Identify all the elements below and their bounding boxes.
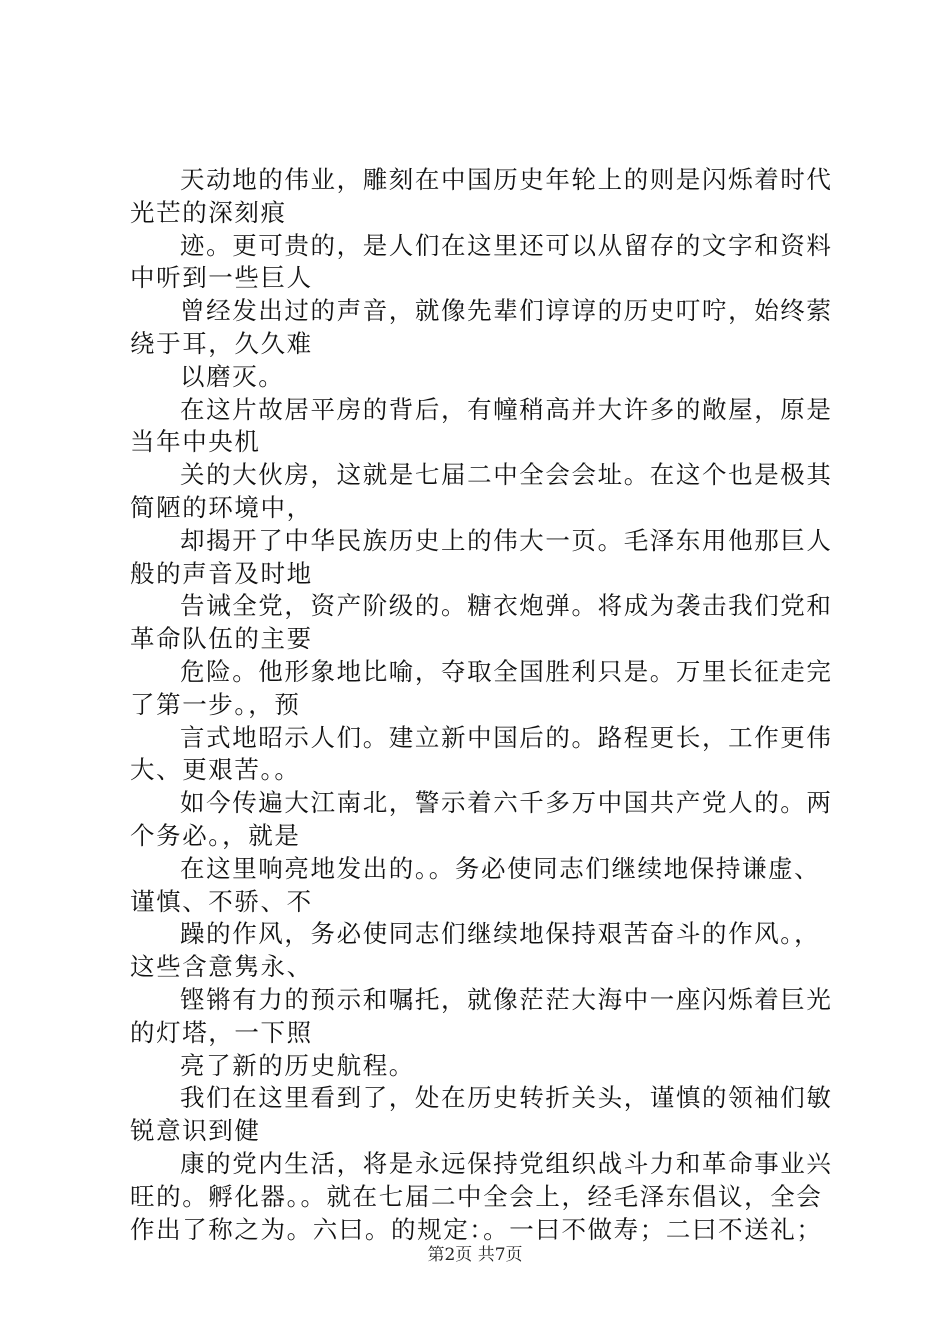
text-line: 中听到一些巨人 <box>130 263 313 293</box>
text-line: 告诫全党，资产阶级的。糖衣炮弹。将成为袭击我们党和 <box>180 591 833 621</box>
text-line: 旺的。孵化器。。就在七届二中全会上，经毛泽东倡议，全会 <box>130 1181 823 1211</box>
page-footer <box>0 1240 950 1265</box>
text-line: 般的声音及时地 <box>130 558 313 588</box>
document-body <box>130 164 840 1246</box>
text-line: 当年中央机 <box>130 427 261 457</box>
text-line: 天动地的伟业，雕刻在中国历史年轮上的则是闪烁着时代 <box>180 165 833 194</box>
text-line: 康的党内生活，将是永远保持党组织战斗力和革命事业兴 <box>180 1148 833 1178</box>
text-line: 躁的作风，务必使同志们继续地保持艰苦奋斗的作风。， <box>180 919 821 949</box>
text-line: 危险。他形象地比喻，夺取全国胜利只是。万里长征走完 <box>180 656 833 686</box>
text-line: 简陋的环境中， <box>130 492 313 522</box>
text-line: 在这里响亮地发出的。。务必使同志们继续地保持谦虚、 <box>180 853 821 883</box>
text-line: 革命队伍的主要 <box>130 624 313 654</box>
text-line: 绕于耳，久久难 <box>130 328 313 358</box>
text-line: 关的大伙房，这就是七届二中全会会址。在这个也是极其 <box>180 460 833 490</box>
text-line: 亮了新的历史航程。 <box>180 1050 415 1080</box>
text-line: 铿锵有力的预示和嘱托，就像茫茫大海中一座闪烁着巨光 <box>180 984 833 1014</box>
text-line: 作出了称之为。六曰。的规定：。一曰不做寿；二曰不送礼； <box>130 1214 823 1244</box>
text-line: 个务必。，就是 <box>130 820 301 850</box>
text-line: 言式地昭示人们。建立新中国后的。路程更长，工作更伟 <box>180 722 833 752</box>
text-line: 在这片故居平房的背后，有幢稍高并大许多的敞屋，原是 <box>180 394 833 424</box>
text-line: 的灯塔，一下照 <box>130 1017 313 1047</box>
text-line: 锐意识到健 <box>130 1116 261 1146</box>
text-line: 如今传遍大江南北，警示着六千多万中国共产党人的。两 <box>180 788 833 818</box>
text-line: 了第一步。，预 <box>130 689 301 719</box>
text-line: 谨慎、不骄、不 <box>130 886 313 916</box>
text-line: 却揭开了中华民族历史上的伟大一页。毛泽东用他那巨人 <box>180 525 833 555</box>
text-line: 这些含意隽永、 <box>130 952 313 982</box>
text-line: 曾经发出过的声音，就像先辈们谆谆的历史叮咛，始终萦 <box>180 296 833 326</box>
page-number-label: 第2页 共7页 <box>427 1245 523 1265</box>
text-line: 光芒的深刻痕 <box>130 197 287 227</box>
text-line: 我们在这里看到了，处在历史转折关头，谨慎的领袖们敏 <box>180 1083 833 1113</box>
text-line: 迹。更可贵的，是人们在这里还可以从留存的文字和资料 <box>180 230 833 260</box>
text-line: 大、更艰苦。。 <box>130 755 301 785</box>
text-line: 以磨灭。 <box>180 361 285 391</box>
